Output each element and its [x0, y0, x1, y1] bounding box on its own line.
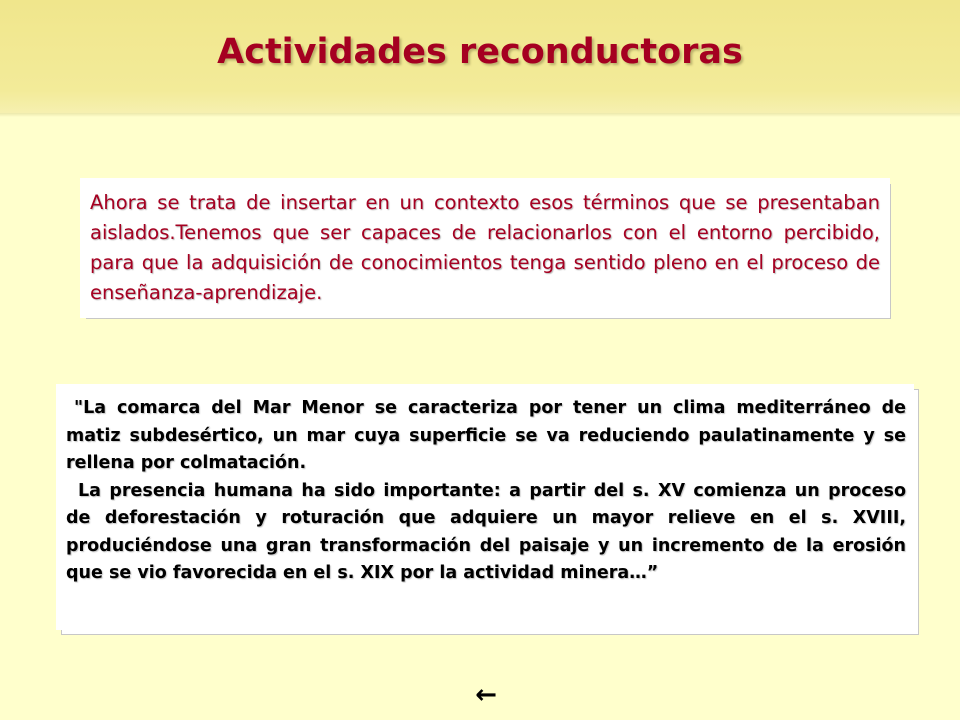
quote-block [66, 395, 906, 588]
intro-text-box [80, 178, 890, 318]
slide-title: Actividades reconductoras [217, 32, 743, 72]
quote-paragraph-2: La presencia humana ha sido importante: a partir del s. XV comienza un proceso de deforestación y roturación que adquiere un mayor relieve en el s. XVIII, produciéndose una gran transformación del paisaje y un incremento de la erosión que se vio favorecida en el s. XIX por la actividad minera…” [66, 480, 906, 583]
intro-paragraph: Ahora se trata de insertar en un contexto esos términos que se presentaban aislados.Tenemos que ser capaces de relacionarlos con el entorno percibido, para que la adquisición de conocimientos tenga sentido pleno en el proceso de enseñanza-aprendizaje. [90, 191, 880, 304]
back-arrow-icon[interactable]: ← [475, 680, 497, 710]
quote-text-box [56, 384, 914, 630]
quote-paragraph-1: "La comarca del Mar Menor se caracteriza por tener un clima mediterráneo de matiz subdesértico, un mar cuya superficie se va reduciendo paulatinamente y se rellena por colmatación. [66, 398, 906, 473]
